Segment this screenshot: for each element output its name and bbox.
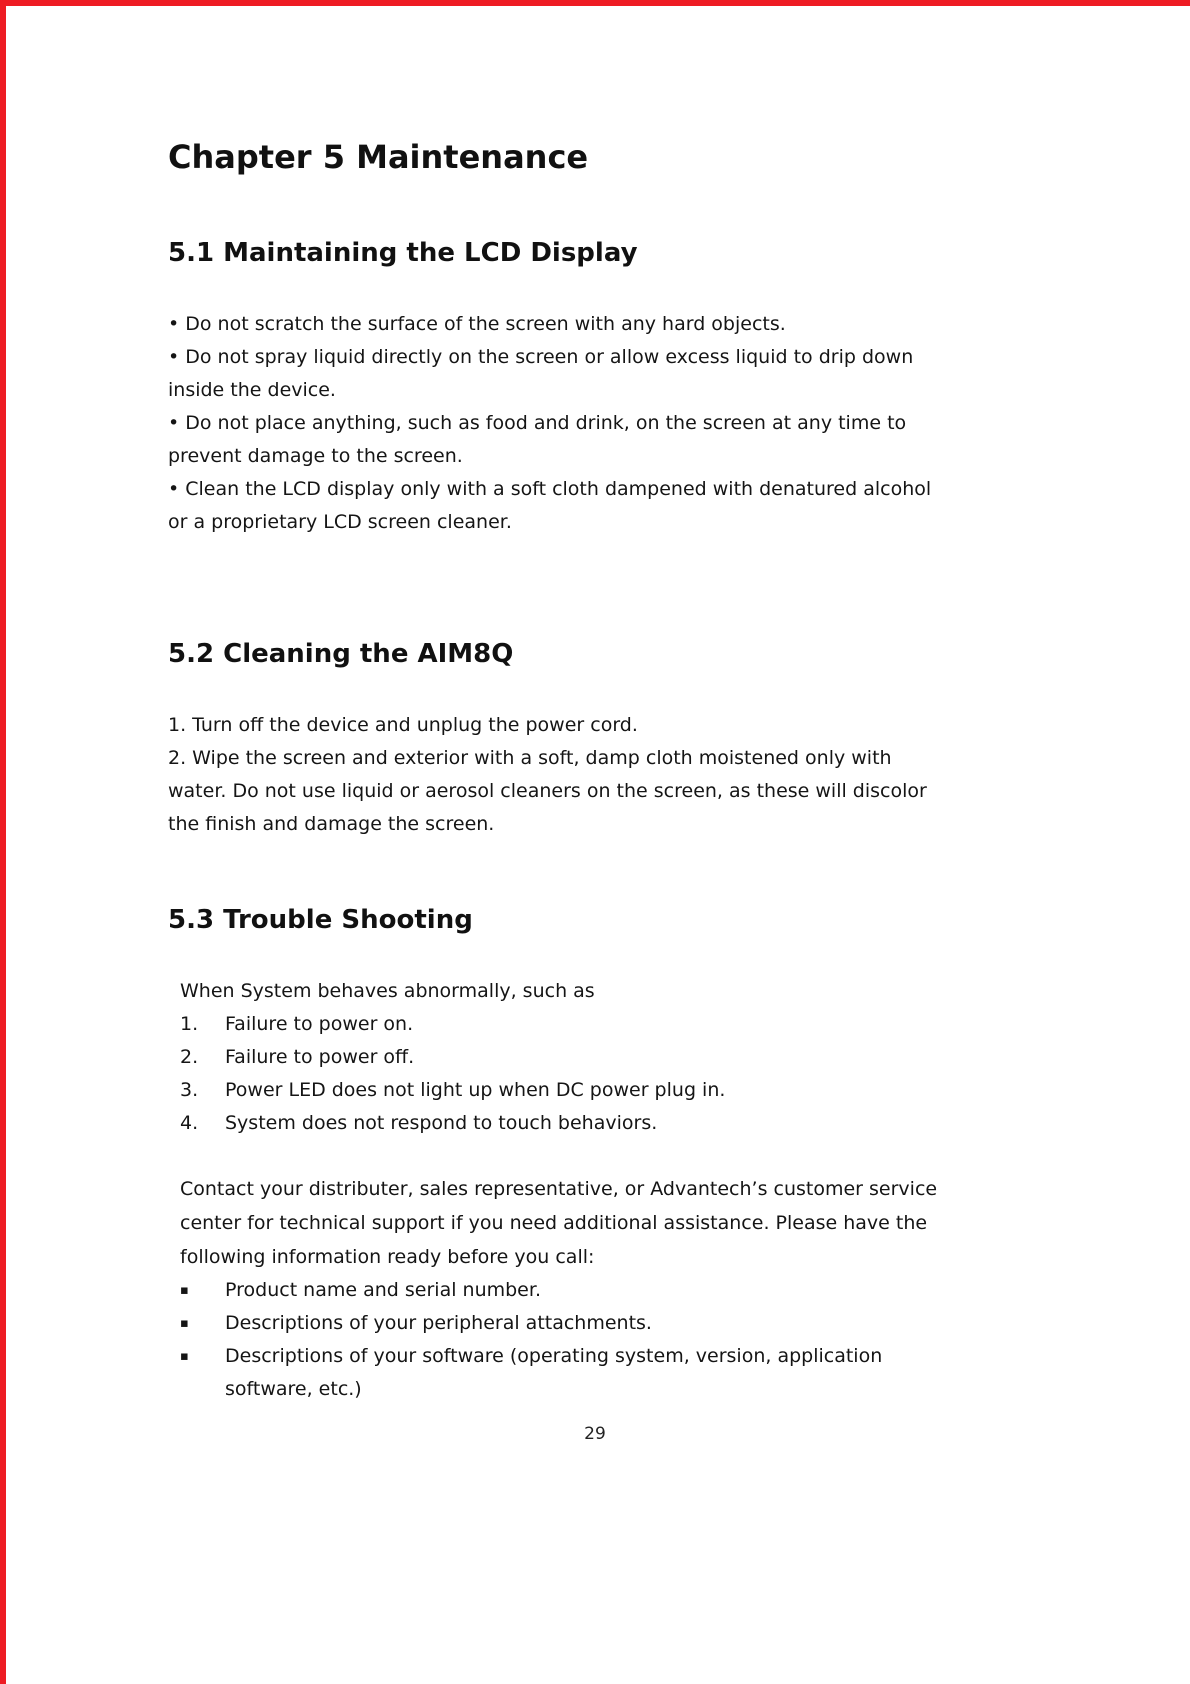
bullet-paragraph: • Clean the LCD display only with a soft cloth dampened with denatured alcohol or a proprietary LCD screen cleaner. (168, 478, 932, 533)
contact-paragraph: Contact your distributer, sales representative, or Advantech’s customer service center for technical support if you need additional assistance. Please have the following information ready before you call: (180, 1178, 938, 1268)
list-item (180, 1074, 950, 1107)
section-5-1-body (168, 308, 950, 539)
numbered-paragraph: 1. Turn off the device and unplug the power cord. (168, 714, 638, 736)
list-number: 2. (180, 1046, 199, 1068)
section-5-3-body (180, 975, 950, 1406)
list-item (180, 1274, 950, 1307)
page-content (168, 0, 950, 1406)
intro-line: When System behaves abnormally, such as (180, 980, 595, 1002)
bullet-paragraph: • Do not scratch the surface of the screen with any hard objects. (168, 313, 786, 335)
list-number: 3. (180, 1079, 199, 1101)
numbered-paragraph: 2. Wipe the screen and exterior with a soft, damp cloth moistened only with water. Do not use liquid or aerosol cleaners on the screen, as these will discolor the finish and damage the screen. (168, 747, 927, 835)
bullet-paragraph: • Do not place anything, such as food and drink, on the screen at any time to prevent damage to the screen. (168, 412, 907, 467)
list-text: Descriptions of your software (operating system, version, application software, etc.) (225, 1345, 883, 1400)
square-bullet-icon: ▪ (180, 1349, 189, 1364)
square-bullet-icon: ▪ (180, 1283, 189, 1298)
list-text: Failure to power on. (225, 1013, 414, 1035)
section-heading-5-1: 5.1 Maintaining the LCD Display (168, 238, 638, 268)
section-heading-5-2: 5.2 Cleaning the AIM8Q (168, 639, 514, 669)
section-5-2-body (168, 709, 950, 841)
list-number: 1. (180, 1013, 199, 1035)
list-item (180, 1041, 950, 1074)
page-number: 29 (584, 1424, 606, 1444)
list-number: 4. (180, 1112, 199, 1134)
list-item (180, 1340, 950, 1406)
list-item (180, 1307, 950, 1340)
list-text: Failure to power off. (225, 1046, 415, 1068)
list-item (180, 1107, 950, 1140)
chapter-title: Chapter 5 Maintenance (168, 138, 589, 176)
list-text: Product name and serial number. (225, 1279, 541, 1301)
section-heading-5-3: 5.3 Trouble Shooting (168, 905, 473, 935)
list-text: System does not respond to touch behaviors. (225, 1112, 658, 1134)
list-text: Power LED does not light up when DC power plug in. (225, 1079, 726, 1101)
list-item (180, 1008, 950, 1041)
bullet-paragraph: • Do not spray liquid directly on the screen or allow excess liquid to drip down inside the device. (168, 346, 914, 401)
square-bullet-icon: ▪ (180, 1316, 189, 1331)
list-text: Descriptions of your peripheral attachments. (225, 1312, 652, 1334)
